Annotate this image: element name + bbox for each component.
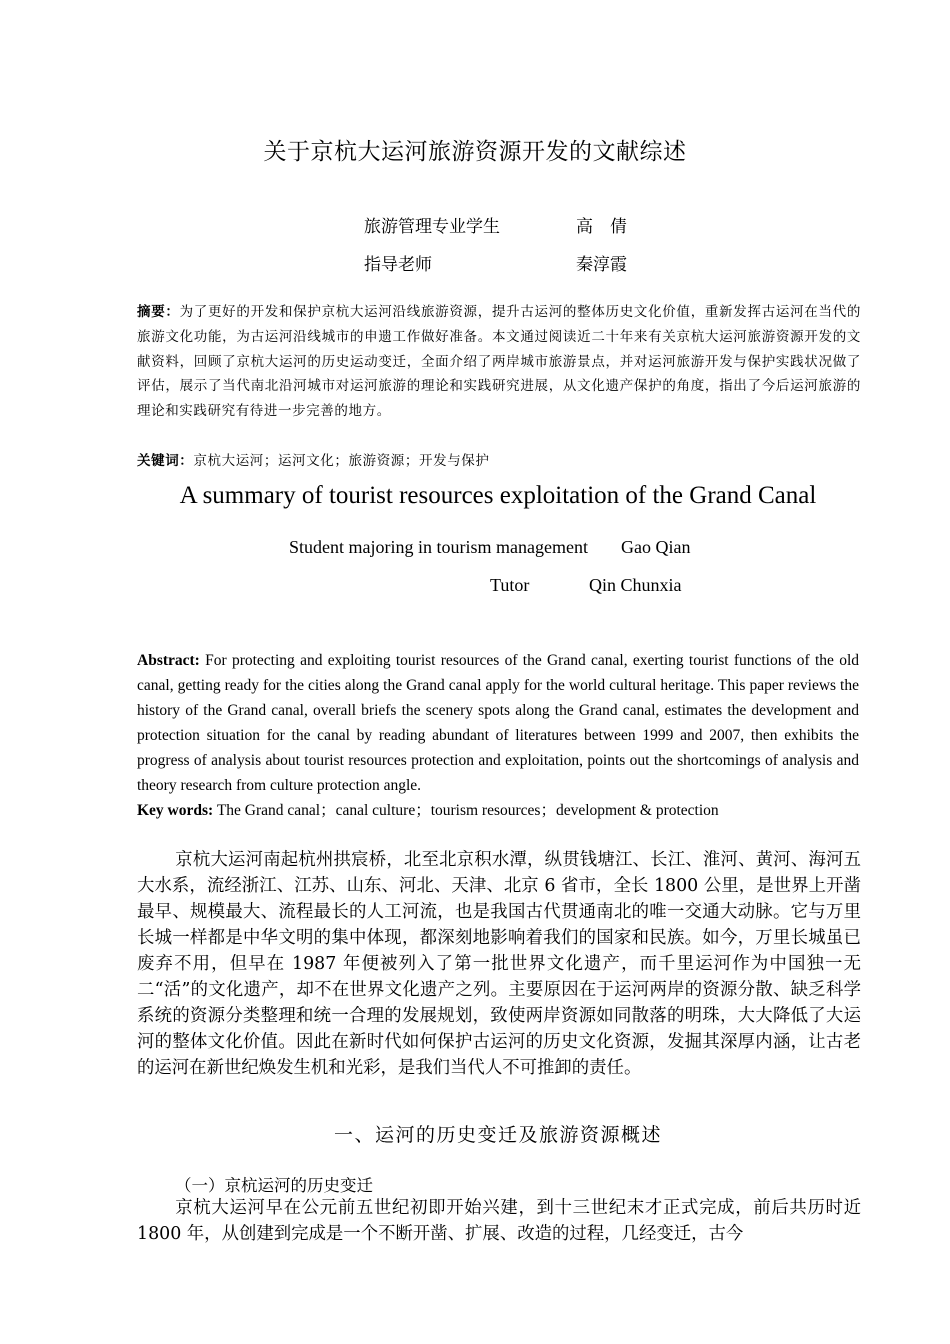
cn-author-name-tutor: 秦淳霞 (576, 255, 627, 275)
english-keywords-label: Key words: (137, 802, 214, 819)
section-heading: 一、运河的历史变迁及旅游资源概述 (333, 1124, 662, 1146)
subsection-paragraph: 京杭大运河早在公元前五世纪初即开始兴建，到十三世纪末才正式完成，前后共历时近 1800 年，从创建到完成是一个不断开凿、扩展、改造的过程，几经变迁，古今 (137, 1198, 861, 1244)
english-keywords (137, 798, 719, 820)
english-abstract (137, 648, 859, 798)
chinese-keywords (137, 449, 490, 469)
en-author-name-student: Gao Qian (621, 537, 691, 557)
chinese-abstract (137, 300, 861, 424)
en-author-name-tutor: Qin Chunxia (589, 575, 682, 595)
en-author-role-tutor: Tutor (490, 575, 530, 595)
chinese-abstract-text: 为了更好的开发和保护京杭大运河沿线旅游资源，提升古运河的整体历史文化价值，重新发挥古运河在当代的旅游文化功能，为古运河沿线城市的申遗工作做好准备。本文通过阅读近二十年来有关京杭大运河旅游资源开发的文献资料，回顾了京杭大运河的历史运动变迁，全面介绍了两岸城市旅游景点，并对运河旅游开发与保护实践状况做了评估，展示了当代南北沿河城市对运河旅游的理论和实践研究进展，从文化遗产保护的角度，指出了今后运河旅游的理论和实践研究有待进一步完善的地方。 (137, 304, 861, 420)
intro-paragraph: 京杭大运河南起杭州拱宸桥，北至北京积水潭，纵贯钱塘江、长江、淮河、黄河、海河五大水系，流经浙江、江苏、山东、河北、天津、北京 6 省市，全长 1800 公里，是世界上开凿最早、规模最大、流程最长的人工河流，也是我国古代贯通南北的唯一交通大动脉。它与万里长城一样都是中华文明的集中体现，都深刻地影响着我们的国家和民族。如今，万里长城虽已废弃不用，但早在 1987 年便被列入了第一批世界文化遗产，而千里运河作为中国独一无二“活”的文化遗产，却不在世界文化遗产之列。主要原因在于运河两岸的资源分散、缺乏科学系统的资源分类整理和统一合理的发展规划，致使两岸资源如同散落的明珠，大大降低了大运河的整体文化价值。因此在新时代如何保护古运河的历史文化资源，发掘其深厚内涵，让古老的运河在新世纪焕发生机和光彩，是我们当代人不可推卸的责任。 (137, 850, 861, 1078)
english-abstract-text: For protecting and exploiting tourist resources of the Grand canal, exerting tourist functions of the old canal, getting ready for the cities along the Grand canal apply for the world cultural heritage. This paper reviews the history of the Grand canal, overall briefs the scenery spots along the Grand canal, estimates the development and protection situation for the canal by reading abundant of literatures between 1999 and 2007, then exhibits the progress of analysis about tourist resources protection and exploitation, points out the shortcomings of analysis and theory research from culture protection angle. (137, 652, 860, 794)
subsection-heading: （一）京杭运河的历史变迁 (175, 1176, 373, 1195)
chinese-abstract-label: 摘要： (137, 304, 180, 320)
cn-author-role-tutor: 指导老师 (364, 255, 432, 275)
cn-author-name-student: 高 倩 (576, 217, 627, 237)
en-author-role-student: Student majoring in tourism management (289, 537, 588, 557)
chinese-keywords-label: 关键词： (137, 453, 194, 469)
english-abstract-label: Abstract: (137, 652, 200, 669)
english-keywords-text: The Grand canal；canal culture；tourism resources；development & protection (216, 802, 719, 819)
chinese-title: 关于京杭大运河旅游资源开发的文献综述 (263, 139, 687, 165)
english-title: A summary of tourist resources exploitation of the Grand Canal (179, 482, 817, 509)
chinese-keywords-text: 京杭大运河；运河文化；旅游资源；开发与保护 (193, 453, 490, 469)
cn-author-role-student: 旅游管理专业学生 (364, 217, 500, 237)
